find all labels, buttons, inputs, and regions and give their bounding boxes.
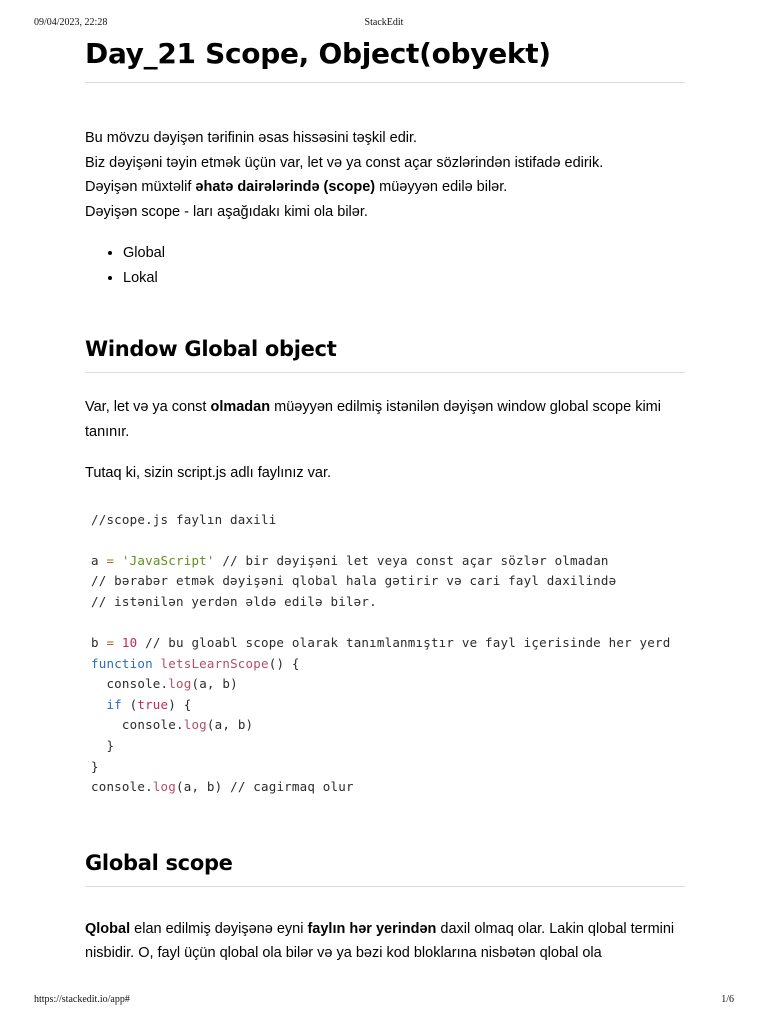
code-var: a: [91, 552, 99, 568]
global-p-end: daxil olmaq olar. Lakin qlobal termini nisbidir. O, fayl üçün qlobal ola bilər və ya bəzi kod bloklarına nisbətən qlobal ola: [85, 920, 675, 962]
global-p-mid: elan edilmiş dəyişənə eyni: [130, 920, 308, 937]
code-object: console: [91, 779, 146, 795]
intro-paragraph: [85, 126, 685, 224]
code-operator: =: [98, 552, 122, 568]
qlobal-bold-text: Qlobal: [85, 920, 131, 937]
print-footer: [34, 994, 734, 1008]
intro-line-4: Dəyişən scope - ları aşağıdakı kimi ola bilər.: [85, 203, 368, 220]
intro-line-3: [85, 175, 685, 200]
code-punct: .: [176, 717, 184, 733]
code-punct: {: [176, 696, 192, 712]
code-punct: (a, b): [206, 717, 254, 733]
code-comment: // bu gloabl scope olarak tanımlanmıştır ve fayl içerisinde her yerd: [137, 635, 671, 651]
code-keyword: if: [106, 696, 122, 712]
intro-line-2: Biz dəyişəni təyin etmək üçün var, let və ya const açar sözlərindən istifadə edirik.: [85, 154, 604, 171]
window-paragraph-1: [85, 395, 685, 444]
code-method: log: [152, 779, 177, 795]
code-object: console: [106, 676, 161, 692]
code-comment: // istənilən yerdən əldə edilə bilər.: [91, 593, 377, 609]
hər-yerindən-bold-text: faylın hər yerindən: [307, 920, 437, 937]
section-heading-global: Global scope: [85, 848, 685, 887]
print-datetime: 09/04/2023, 22:28: [34, 17, 108, 28]
olmadan-bold-text: olmadan: [210, 399, 271, 415]
list-item: • Global: [123, 241, 685, 266]
code-punct: .: [145, 779, 153, 795]
code-punct: }: [91, 758, 99, 774]
window-p1-start: Var, let və ya const: [85, 399, 211, 415]
code-object: console: [121, 717, 176, 733]
scope-bold-text: əhatə dairələrində (scope): [195, 179, 376, 195]
code-punct: .: [160, 676, 169, 692]
code-var: b: [91, 635, 99, 651]
window-p1-end: müəyyən edilmiş istənilən dəyişən window global scope kimi tanınır.: [85, 399, 661, 440]
document-content: [85, 36, 685, 966]
section-heading-window: Window Global object: [85, 334, 685, 373]
print-url: https://stackedit.io/app#: [34, 994, 130, 1005]
code-keyword: function: [91, 655, 153, 671]
code-comment: //scope.js faylın daxili: [91, 511, 277, 527]
code-comment: // cagirmaq olur: [222, 779, 354, 795]
code-operator: =: [98, 635, 122, 651]
code-boolean: true: [137, 696, 169, 712]
intro-line-1: Bu mövzu dəyişən tərifinin əsas hissəsini təşkil edir.: [85, 130, 418, 146]
scope-types-list: [85, 241, 685, 291]
code-punct: () {: [268, 655, 300, 671]
intro-line-3-end: müəyyən edilə bilər.: [375, 179, 508, 195]
print-app-name: StackEdit: [364, 17, 404, 28]
code-comment: // bərabər etmək dəyişəni qlobal hala gətirir və cari fayl daxilində: [91, 573, 617, 589]
print-header: [34, 17, 734, 31]
code-comment: // bir dəyişəni let veya const açar sözlər olmadan: [214, 552, 609, 568]
code-punct: (a, b): [176, 779, 223, 795]
code-punct: }: [106, 738, 115, 754]
print-page-number: 1/6: [721, 994, 734, 1005]
code-punct: (a, b): [191, 676, 238, 692]
code-number: 10: [121, 635, 138, 651]
list-item: • Lokal: [123, 266, 685, 291]
page-title: Day_21 Scope, Object(obyekt): [85, 36, 685, 83]
window-paragraph-2: Tutaq ki, sizin script.js adlı faylınız var.: [85, 465, 332, 481]
intro-line-3-start: Dəyişən müxtəlif: [85, 179, 196, 195]
code-string: 'JavaScript': [121, 552, 215, 568]
global-paragraph: [85, 917, 685, 966]
code-method: log: [168, 676, 192, 692]
code-method: log: [183, 717, 207, 733]
code-function-name: letsLearnScope: [160, 655, 269, 671]
code-block: //scope.js faylın daxili a = 'JavaScript' // bir dəyişəni let veya const açar sözlər olmadan // bərabər etmək dəyişəni qlobal hala gətirir və cari fayl daxilində // istənilən yerdən əldə edilə bilər. b = 10 // bu gloabl scope olarak tanımlanmıştır ve fayl içerisinde her yerd function letsLearnScope() { console.log(a, b) if (true) { console.log(a, b) } } console.log(a, b) // cagirmaq olur: [91, 511, 671, 795]
